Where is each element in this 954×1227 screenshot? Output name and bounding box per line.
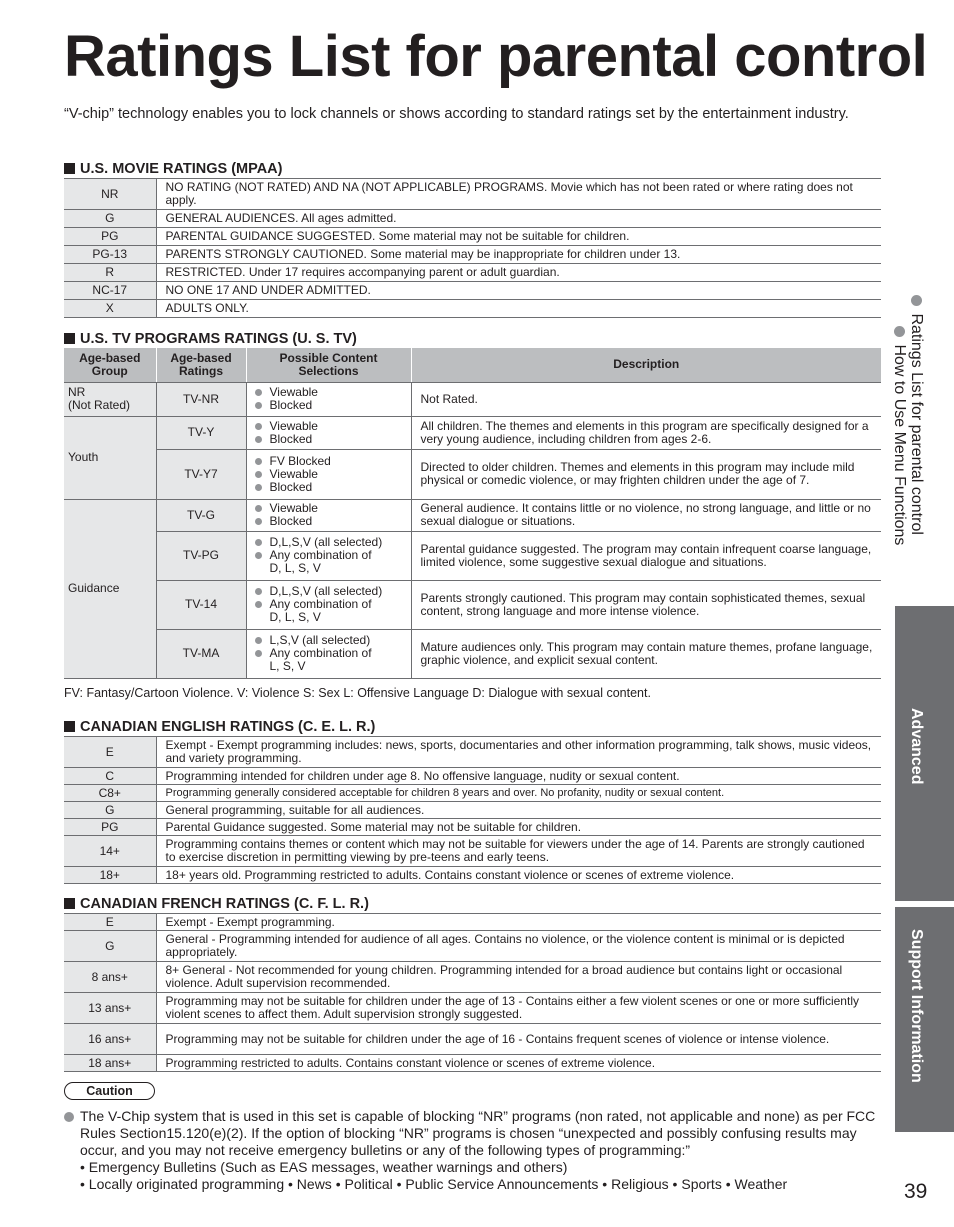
circle-bullet-icon <box>894 326 905 337</box>
page-title: Ratings List for parental control <box>64 24 928 89</box>
square-bullet-icon <box>64 721 75 732</box>
rating-code: TV-MA <box>156 629 246 678</box>
cflr-table <box>64 913 881 1072</box>
selection-item: Viewable <box>255 386 405 399</box>
page-number: 39 <box>904 1180 928 1203</box>
rating-code: PG <box>64 228 156 246</box>
rating-code: R <box>64 264 156 282</box>
selections-cell <box>246 382 411 416</box>
rating-code: G <box>64 931 156 962</box>
rating-code: C8+ <box>64 785 156 802</box>
rating-desc: NO ONE 17 AND UNDER ADMITTED. <box>156 282 881 300</box>
rating-desc: General - Programming intended for audience of all ages. Contains no violence, or the violence content is minimal or is depicted appropriately. <box>156 931 881 962</box>
rating-desc: PARENTAL GUIDANCE SUGGESTED. Some material may not be suitable for children. <box>156 228 881 246</box>
rating-code: 18 ans+ <box>64 1055 156 1072</box>
table-row <box>64 282 881 300</box>
table-row <box>64 962 881 993</box>
rating-desc: Mature audiences only. This program may contain mature themes, profane language, graphic violence, and explicit sexual content. <box>411 629 881 678</box>
nav-ratings-list[interactable]: Ratings List for parental control <box>908 295 925 535</box>
table-row <box>64 867 881 884</box>
rating-code: TV-NR <box>156 382 246 416</box>
table-row <box>64 382 881 416</box>
table-row <box>64 737 881 768</box>
selection-item: Blocked <box>255 433 405 446</box>
caution-label: Caution <box>64 1082 155 1100</box>
selection-item-continued: D, L, S, V <box>269 610 321 624</box>
selection-item-continued: L, S, V <box>269 659 306 673</box>
rating-desc: 18+ years old. Programming restricted to adults. Contains constant violence or scenes of extreme violence. <box>156 867 881 884</box>
table-row <box>64 449 881 499</box>
rating-desc: Not Rated. <box>411 382 881 416</box>
table-row <box>64 931 881 962</box>
selection-item: L,S,V (all selected) <box>255 634 405 647</box>
rating-desc: Directed to older children. Themes and elements in this program may include mild physical or comedic violence, or may frighten children under the age of 7. <box>411 449 881 499</box>
tab-support-information[interactable] <box>895 907 954 1132</box>
col-header-rating: Age-based Ratings <box>156 348 246 382</box>
rating-code: PG-13 <box>64 246 156 264</box>
table-header-row <box>64 348 881 382</box>
col-header-group: Age-based Group <box>64 348 156 382</box>
rating-desc: Exempt - Exempt programming includes: news, sports, documentaries and other information programming, talk shows, music videos, and variety programming. <box>156 737 881 768</box>
rating-code: 8 ans+ <box>64 962 156 993</box>
caution-paragraph: The V-Chip system that is used in this set is capable of blocking “NR” programs (non rated, not applicable and none) as per FCC Rules Section15.120(e)(2). If the option of blocking “NR” programs is chosen “unexpected and possibly confusing results may occur, and you may not receive emergency bulletins or any of the following types of programming:” <box>64 1108 886 1159</box>
col-header-description: Description <box>411 348 881 382</box>
selection-item: D,L,S,V (all selected) <box>255 536 405 549</box>
selection-item: Blocked <box>255 399 405 412</box>
rating-code: TV-G <box>156 499 246 531</box>
rating-code: C <box>64 768 156 785</box>
intro-paragraph: “V-chip” technology enables you to lock channels or shows according to standard ratings set by the entertainment industry. <box>64 106 849 122</box>
table-row <box>64 499 881 531</box>
table-row <box>64 836 881 867</box>
rating-code: PG <box>64 819 156 836</box>
table-row <box>64 785 881 802</box>
caution-bullet: • Emergency Bulletins (Such as EAS messages, weather warnings and others) <box>80 1159 568 1175</box>
selection-item: Any combination of <box>255 549 405 562</box>
cler-table <box>64 736 881 884</box>
table-row <box>64 179 881 210</box>
mpaa-heading: U.S. MOVIE RATINGS (MPAA) <box>64 160 282 178</box>
mpaa-table <box>64 178 881 318</box>
table-row <box>64 1055 881 1072</box>
caution-text <box>64 1108 886 1193</box>
table-row <box>64 993 881 1024</box>
selections-cell <box>246 449 411 499</box>
table-row <box>64 1024 881 1055</box>
circle-bullet-icon <box>64 1112 74 1122</box>
rating-code: G <box>64 210 156 228</box>
selection-item: Any combination of <box>255 647 405 660</box>
rating-desc: 8+ General - Not recommended for young children. Programming intended for a broad audience but contains light or occasional violence. Adult supervision recommended. <box>156 962 881 993</box>
rating-code: 16 ans+ <box>64 1024 156 1055</box>
table-row <box>64 768 881 785</box>
rating-code: X <box>64 300 156 318</box>
selection-item: Viewable <box>255 502 405 515</box>
table-row <box>64 802 881 819</box>
rating-desc: Programming may not be suitable for children under the age of 13 - Contains either a few violent scenes or one or more sufficiently violent scenes to affect them. Adult supervision strongly suggested. <box>156 993 881 1024</box>
table-row <box>64 914 881 931</box>
selection-item: Viewable <box>255 468 405 481</box>
table-row <box>64 210 881 228</box>
selections-cell <box>246 629 411 678</box>
cflr-heading: CANADIAN FRENCH RATINGS (C. F. L. R.) <box>64 895 369 913</box>
square-bullet-icon <box>64 163 75 174</box>
group-cell-youth: Youth <box>64 416 156 499</box>
rating-code: E <box>64 737 156 768</box>
rating-desc: GENERAL AUDIENCES. All ages admitted. <box>156 210 881 228</box>
rating-code: TV-Y <box>156 416 246 449</box>
table-row <box>64 228 881 246</box>
table-row <box>64 819 881 836</box>
nav-how-to-use-menu[interactable]: How to Use Menu Functions <box>891 326 908 545</box>
rating-desc: General audience. It contains little or no violence, no strong language, and little or no sexual dialogue or situations. <box>411 499 881 531</box>
selections-cell <box>246 531 411 580</box>
selections-cell <box>246 416 411 449</box>
table-row <box>64 300 881 318</box>
table-row <box>64 246 881 264</box>
table-row <box>64 580 881 629</box>
selection-item: Any combination of <box>255 598 405 611</box>
col-header-selections: Possible Content Selections <box>246 348 411 382</box>
rating-desc: Programming generally considered acceptable for children 8 years and over. No profanity, nudity or sexual content. <box>156 785 881 802</box>
rating-desc: All children. The themes and elements in this program are specifically designed for a very young audience, including children from ages 2-6. <box>411 416 881 449</box>
rating-code: NR <box>64 179 156 210</box>
rating-code: TV-Y7 <box>156 449 246 499</box>
rating-desc: Programming restricted to adults. Contains constant violence or scenes of extreme violence. <box>156 1055 881 1072</box>
rating-code: E <box>64 914 156 931</box>
rating-desc: ADULTS ONLY. <box>156 300 881 318</box>
selection-item: Blocked <box>255 481 405 494</box>
selections-cell <box>246 580 411 629</box>
table-row <box>64 629 881 678</box>
rating-desc: Exempt - Exempt programming. <box>156 914 881 931</box>
rating-code: 18+ <box>64 867 156 884</box>
rating-desc: PARENTS STRONGLY CAUTIONED. Some material may be inappropriate for children under 13. <box>156 246 881 264</box>
caution-bullet: • Locally originated programming • News • Political • Public Service Announcements • Religious • Sports • Weather <box>80 1176 788 1192</box>
rating-desc: Parents strongly cautioned. This program may contain sophisticated themes, sexual content, strong language and more intense violence. <box>411 580 881 629</box>
rating-desc: Parental guidance suggested. The program may contain infrequent coarse language, limited violence, some suggestive sexual dialogue and situations. <box>411 531 881 580</box>
tv-heading: U.S. TV PROGRAMS RATINGS (U. S. TV) <box>64 330 357 348</box>
rating-code: TV-14 <box>156 580 246 629</box>
square-bullet-icon <box>64 333 75 344</box>
selection-item: Blocked <box>255 515 405 528</box>
group-cell-nr: NR (Not Rated) <box>64 382 156 416</box>
rating-code: G <box>64 802 156 819</box>
table-row <box>64 531 881 580</box>
rating-code: NC-17 <box>64 282 156 300</box>
table-row <box>64 416 881 449</box>
selection-item: D,L,S,V (all selected) <box>255 585 405 598</box>
tv-footnote: FV: Fantasy/Cartoon Violence. V: Violence S: Sex L: Offensive Language D: Dialogue with sexual content. <box>64 686 651 700</box>
selection-item: FV Blocked <box>255 455 405 468</box>
rating-desc: General programming, suitable for all audiences. <box>156 802 881 819</box>
circle-bullet-icon <box>911 295 922 306</box>
group-cell-guidance: Guidance <box>64 499 156 678</box>
side-navigation <box>891 295 930 595</box>
rating-code: 13 ans+ <box>64 993 156 1024</box>
selections-cell <box>246 499 411 531</box>
rating-code: TV-PG <box>156 531 246 580</box>
square-bullet-icon <box>64 898 75 909</box>
tab-support-label: Support Information <box>908 929 925 1083</box>
table-row <box>64 264 881 282</box>
rating-desc: Programming intended for children under age 8. No offensive language, nudity or sexual content. <box>156 768 881 785</box>
tab-advanced-label: Advanced <box>908 708 925 785</box>
cler-heading: CANADIAN ENGLISH RATINGS (C. E. L. R.) <box>64 718 375 736</box>
rating-desc: NO RATING (NOT RATED) AND NA (NOT APPLICABLE) PROGRAMS. Movie which has not been rated or where rating does not apply. <box>156 179 881 210</box>
rating-desc: Programming may not be suitable for children under the age of 16 - Contains frequent scenes of violence or intense violence. <box>156 1024 881 1055</box>
tv-ratings-table <box>64 348 881 679</box>
tab-advanced[interactable] <box>895 606 954 901</box>
rating-code: 14+ <box>64 836 156 867</box>
rating-desc: Programming contains themes or content which may not be suitable for viewers under the age of 14. Parents are strongly cautioned to exercise discretion in permitting viewing by pre-teens and early teens. <box>156 836 881 867</box>
selection-item: Viewable <box>255 420 405 433</box>
selection-item-continued: D, L, S, V <box>269 561 321 575</box>
rating-desc: Parental Guidance suggested. Some material may not be suitable for children. <box>156 819 881 836</box>
rating-desc: RESTRICTED. Under 17 requires accompanying parent or adult guardian. <box>156 264 881 282</box>
